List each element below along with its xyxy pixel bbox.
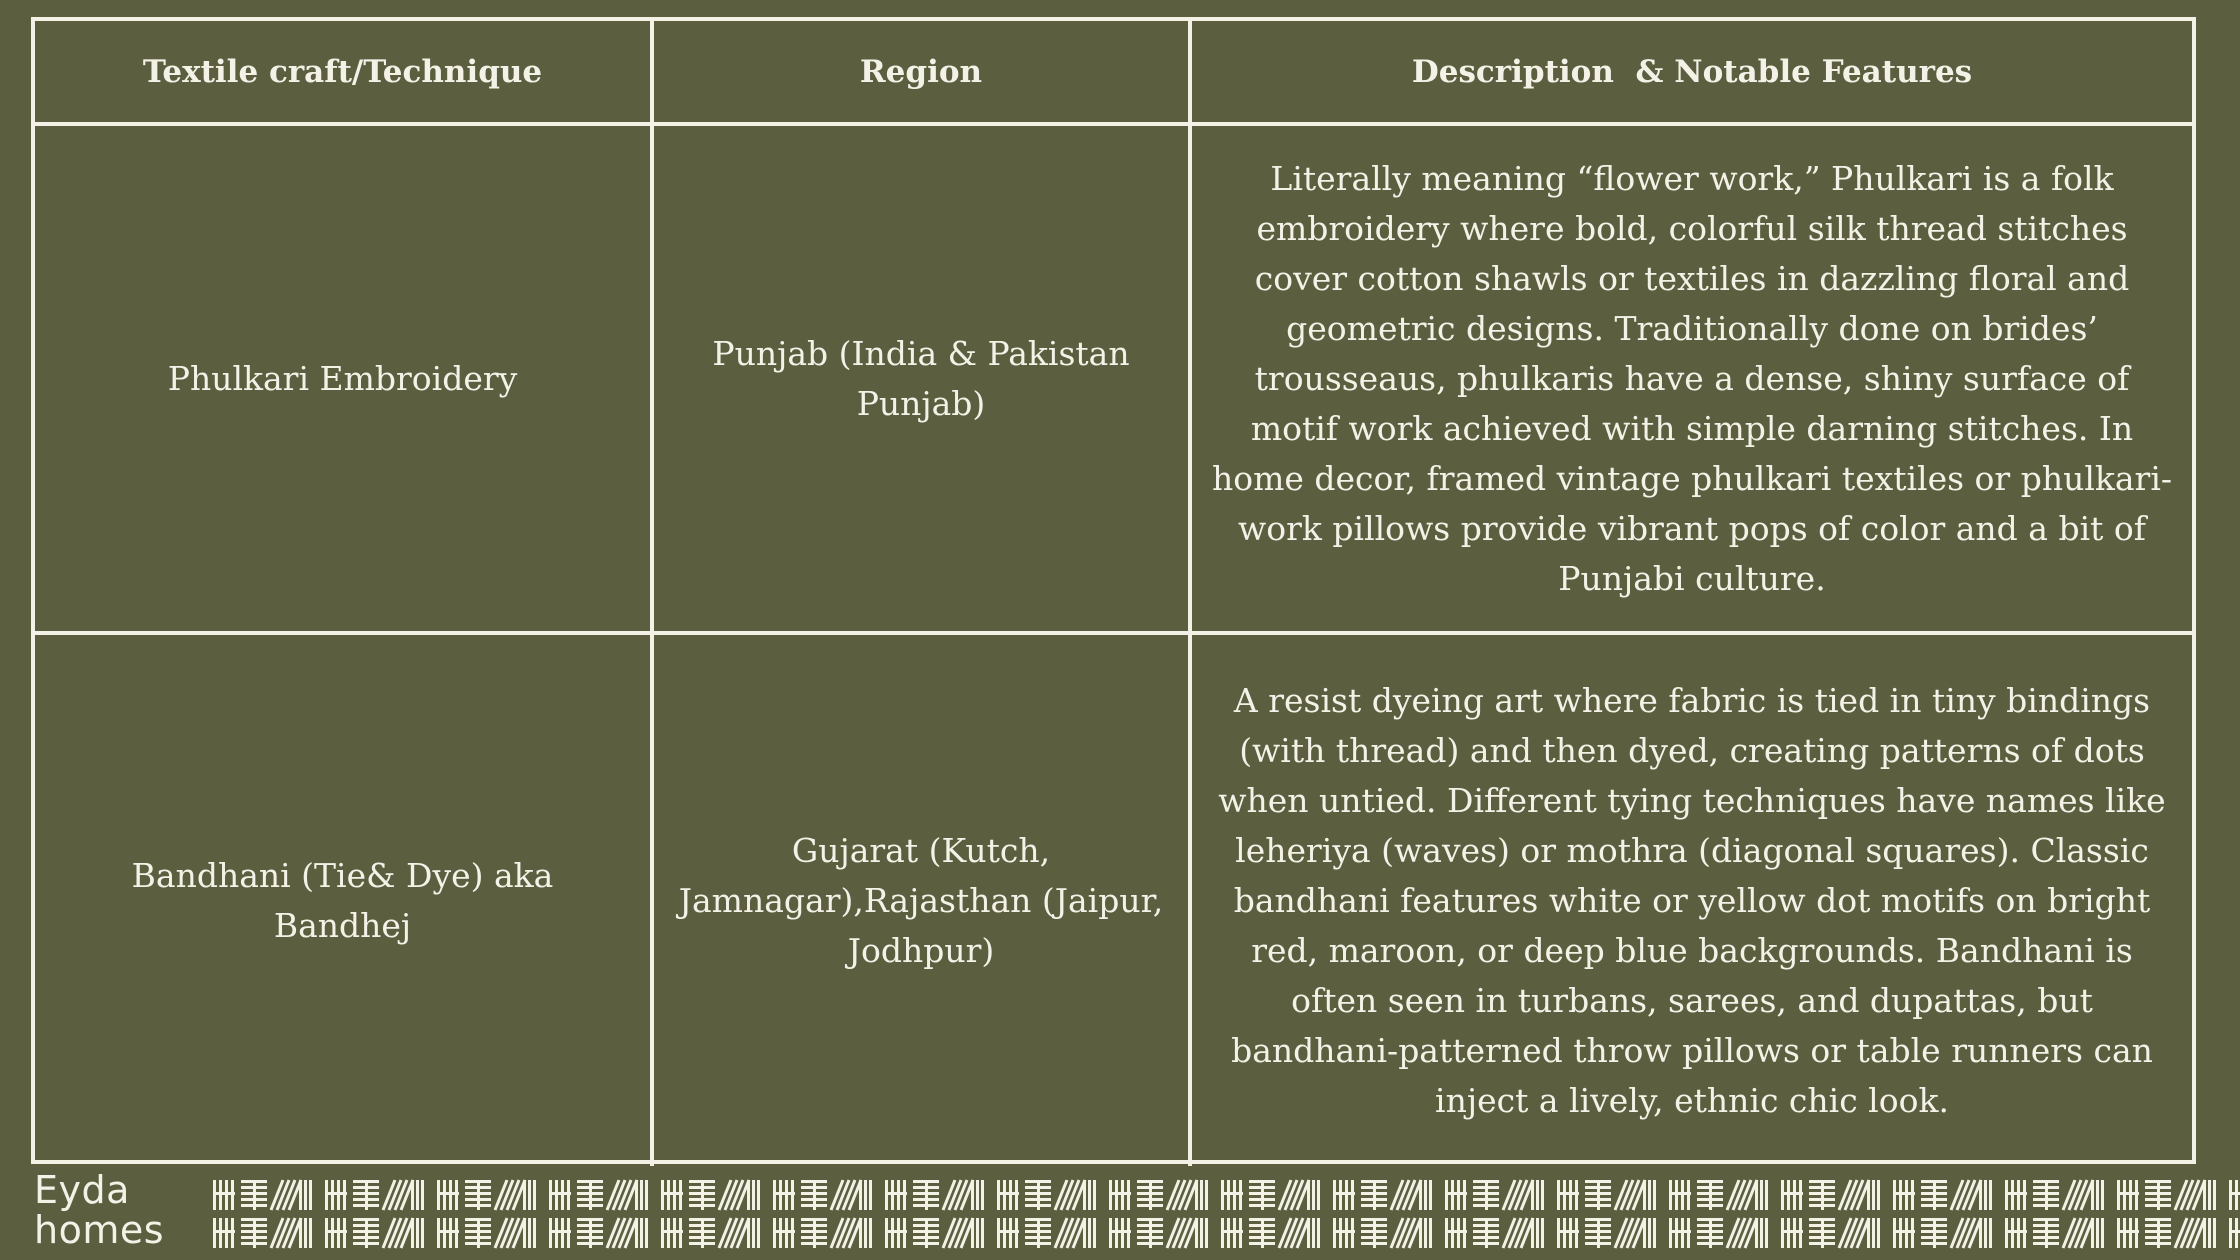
woven-tile bbox=[2229, 1180, 2240, 1248]
woven-tile-pattern-icon bbox=[213, 1178, 2240, 1252]
woven-tile bbox=[1669, 1180, 1768, 1248]
brand-line-2: homes bbox=[34, 1208, 165, 1252]
description-cell: A resist dyeing art where fabric is tied in tiny bindings (with thread) and then dyed, creating patterns of dots when untied. Different tying techniques have names like leheriya (waves) or mothra (diagonal squares). Classic bandhani features white or yellow dot motifs on bright red, maroon, or deep blue backgrounds. Bandhani is often seen in turbans, sarees, and dupattas, but bandhani-patterned throw pillows or table runners can inject a lively, ethnic chic look. bbox=[1190, 633, 2192, 1166]
woven-tile bbox=[773, 1180, 872, 1248]
brand-logo bbox=[34, 1170, 164, 1250]
header-craft: Textile craft/Technique bbox=[35, 21, 652, 124]
textile-table-frame bbox=[31, 17, 2196, 1164]
header-description: Description & Notable Features bbox=[1190, 21, 2192, 124]
woven-tile bbox=[1781, 1180, 1880, 1248]
woven-tile bbox=[1445, 1180, 1544, 1248]
craft-cell: Phulkari Embroidery bbox=[35, 124, 652, 633]
description-cell: Literally meaning “flower work,” Phulkari is a folk embroidery where bold, colorful silk thread stitches cover cotton shawls or textiles in dazzling floral and geometric designs. Traditionally done on brides’ trousseaus, phulkaris have a dense, shiny surface of motif work achieved with simple darning stitches. In home decor, framed vintage phulkari textiles or phulkari-work pillows provide vibrant pops of color and a bit of Punjabi culture. bbox=[1190, 124, 2192, 633]
woven-tile bbox=[213, 1180, 312, 1248]
table-header-row bbox=[35, 21, 2192, 124]
craft-cell: Bandhani (Tie& Dye) aka Bandhej bbox=[35, 633, 652, 1166]
woven-tile bbox=[997, 1180, 1096, 1248]
woven-tile bbox=[1893, 1180, 1992, 1248]
woven-tile bbox=[1557, 1180, 1656, 1248]
table-row bbox=[35, 124, 2192, 633]
woven-tile bbox=[2117, 1180, 2216, 1248]
region-cell: Gujarat (Kutch, Jamnagar),Rajasthan (Jaipur, Jodhpur) bbox=[652, 633, 1190, 1166]
woven-tile bbox=[549, 1180, 648, 1248]
table-row bbox=[35, 633, 2192, 1166]
brand-line-1: Eyda bbox=[34, 1168, 130, 1212]
woven-tile bbox=[661, 1180, 760, 1248]
woven-pattern-strip bbox=[213, 1178, 2240, 1252]
woven-tile bbox=[1221, 1180, 1320, 1248]
region-cell: Punjab (India & Pakistan Punjab) bbox=[652, 124, 1190, 633]
woven-tile bbox=[325, 1180, 424, 1248]
woven-tile bbox=[1109, 1180, 1208, 1248]
woven-tile bbox=[2005, 1180, 2104, 1248]
woven-tile bbox=[885, 1180, 984, 1248]
woven-tile bbox=[1333, 1180, 1432, 1248]
header-region: Region bbox=[652, 21, 1190, 124]
textile-crafts-table bbox=[35, 21, 2192, 1166]
woven-tile bbox=[437, 1180, 536, 1248]
